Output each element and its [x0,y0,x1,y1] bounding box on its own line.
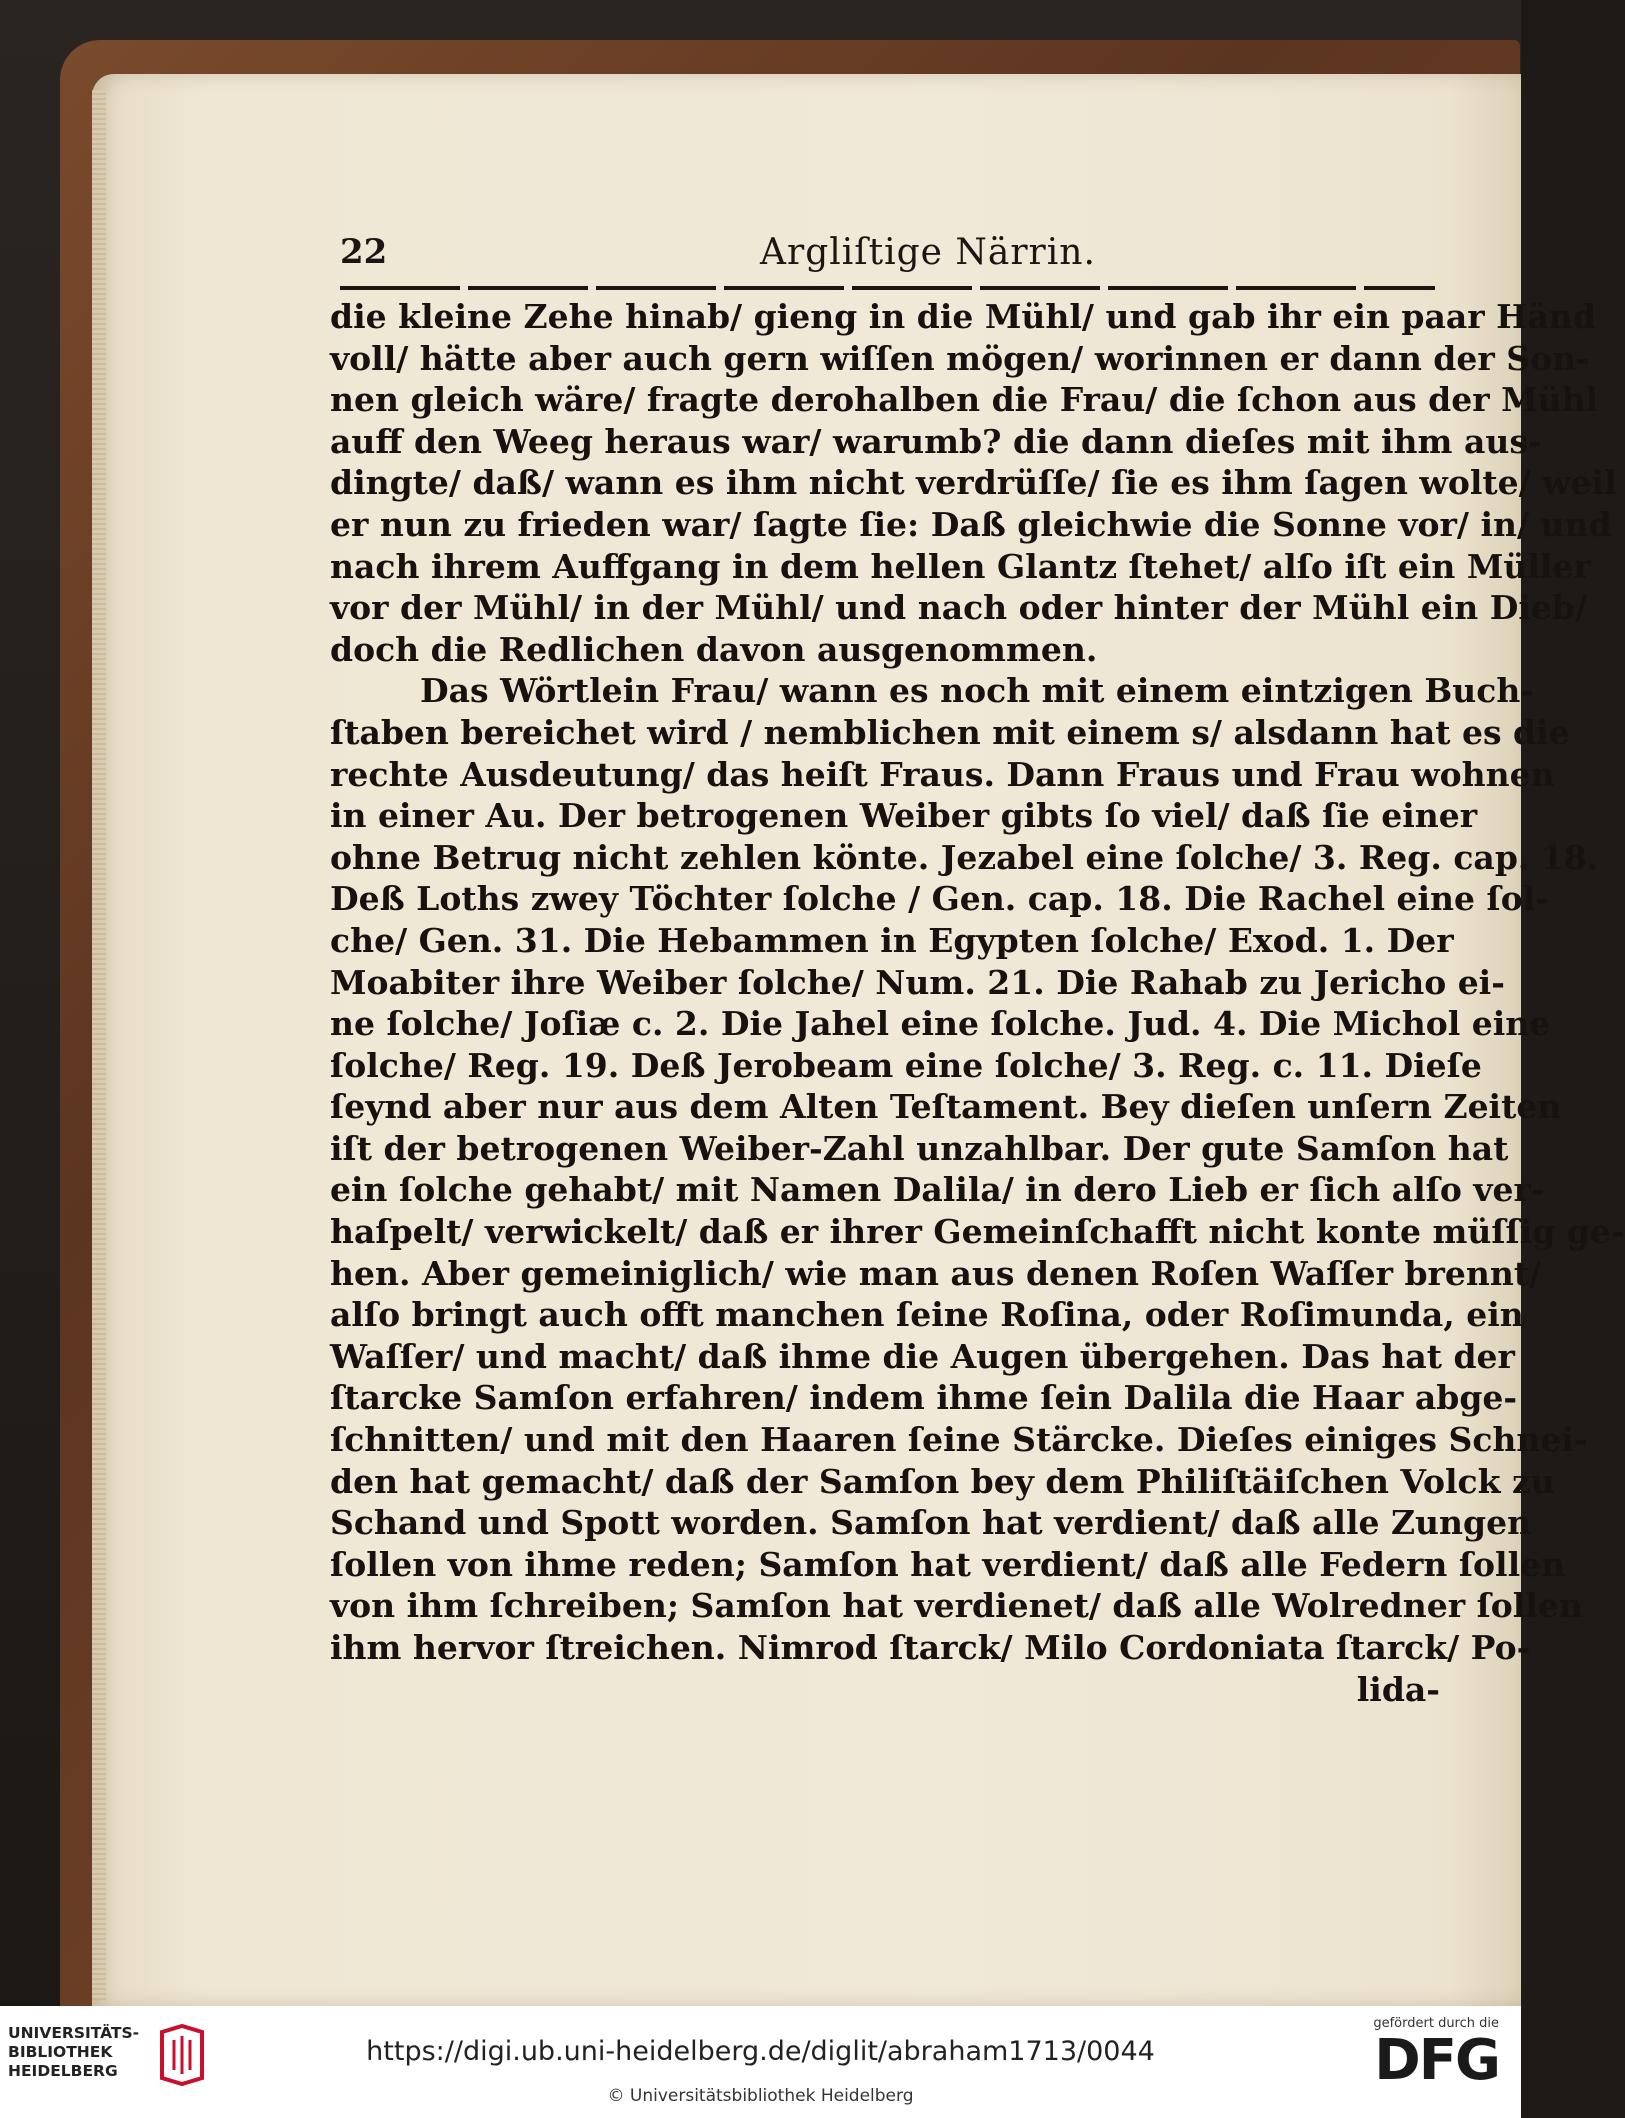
permalink-url[interactable]: https://digi.ub.uni-heidelberg.de/diglit/abraham1713/0044 [366,2036,1155,2067]
text-line: Schand und Spott worden. Samſon hat verdient/ daß alle Zungen [330,1503,1532,1543]
text-line: ſtaben bereichet wird / nemblichen mit einem s/ alsdann hat es die [330,712,1570,752]
text-line: iſt der betrogenen Weiber-Zahl unzahlbar. Der gute Samſon hat [330,1128,1509,1168]
text-line: vor der Mühl/ in der Mühl/ und nach oder hinter der Mühl ein Dieb/ [330,588,1588,628]
text-line: ſeynd aber nur aus dem Alten Teſtament. Bey dieſen unſern Zeiten [330,1087,1562,1127]
text-line: ſtarcke Samſon erfahren/ indem ihme ſein Dalila die Haar abge- [330,1378,1518,1418]
text-line: die kleine Zehe hinab/ gieng in die Mühl/ und gab ihr ein paar Händ [330,297,1596,336]
text-line: ohne Betrug nicht zehlen könte. Jezabel eine ſolche/ 3. Reg. cap. 18. [330,837,1599,877]
text-line: haſpelt/ verwickelt/ daß er ihrer Gemeinſchafft nicht konte müſſig ge- [330,1212,1625,1252]
catchword: lida- [1356,1669,1440,1709]
text-line: nach ihrem Auffgang in dem hellen Glantz ſtehet/ alſo iſt ein Müller [330,546,1591,586]
copyright-notice: © Universitätsbibliothek Heidelberg [607,2086,914,2106]
text-line: dingte/ daß/ wann es ihm nicht verdrüſſe/ ſie es ihm ſagen wolte/ weil [330,463,1617,503]
page-number: 22 [340,232,388,272]
text-line: ne ſolche/ Joſiæ c. 2. Die Jahel eine ſolche. Jud. 4. Die Michol eine [330,1004,1551,1044]
text-line: doch die Redlichen davon ausgenommen. [330,629,1098,669]
viewer-footer [0,2006,1521,2118]
text-line: ein ſolche gehabt/ mit Namen Dalila/ in dero Lieb er ſich alſo ver- [330,1170,1545,1210]
text-line: rechte Ausdeutung/ das heiſt Fraus. Dann Fraus und Frau wohnen [330,754,1555,794]
text-line: Das Wörtlein Frau/ wann es noch mit einem eintzigen Buch- [420,671,1535,711]
body-text [330,296,1625,1710]
text-line: Moabiter ihre Weiber ſolche/ Num. 21. Die Rahab zu Jericho ei- [330,962,1505,1002]
text-line: in einer Au. Der betrogenen Weiber gibts ſo viel/ daß ſie einer [330,796,1478,836]
header-rule [340,286,1435,290]
page-header [340,232,1435,278]
text-line: ihm hervor ſtreichen. Nimrod ſtarck/ Milo Cordoniata ſtarck/ Po- [330,1628,1531,1667]
text-line: Waſſer/ und macht/ daß ihme die Augen übergehen. Das hat der [330,1336,1515,1376]
text-line: von ihm ſchreiben; Samſon hat verdienet/ daß alle Wolredner ſollen [330,1586,1583,1626]
dfg-logo[interactable] [1339,2016,1499,2112]
text-line: alſo bringt auch offt manchen ſeine Roſina, oder Roſimunda, ein [330,1295,1524,1335]
page-edge [92,90,106,2000]
text-line: nen gleich wäre/ fragte derohalben die Frau/ die ſchon aus der Mühl [330,380,1599,420]
funding-note: gefördert durch die [1373,2016,1499,2031]
running-head: Argliſtige Närrin. [760,232,1096,273]
text-line: er nun zu frieden war/ ſagte ſie: Daß gleichwie die Sonne vor/ in/ und [330,504,1612,544]
text-line: voll/ hätte aber auch gern wiſſen mögen/ worinnen er dann der Son- [330,338,1590,378]
library-name: UNIVERSITÄTS- BIBLIOTHEK HEIDELBERG [8,2024,140,2080]
text-line: ſollen von ihme reden; Samſon hat verdient/ daß alle Federn ſollen [330,1544,1566,1584]
text-line: che/ Gen. 31. Die Hebammen in Egypten ſolche/ Exod. 1. Der [330,920,1454,960]
text-line: ſchnitten/ und mit den Haaren ſeine Stärcke. Dieſes einiges Schnei- [330,1420,1588,1460]
text-line: auff den Weeg heraus war/ warumb? die dann dieſes mit ihm aus- [330,421,1542,461]
text-line: ſolche/ Reg. 19. Deß Jerobeam eine ſolche/ 3. Reg. c. 11. Dieſe [330,1045,1482,1085]
dfg-wordmark: DFG [1374,2028,1499,2093]
text-line: Deß Loths zwey Töchter ſolche / Gen. cap. 18. Die Rachel eine ſol- [330,879,1549,919]
text-line: den hat gemacht/ daß der Samſon bey dem Philiſtäiſchen Volck zu [330,1461,1555,1501]
text-line: hen. Aber gemeiniglich/ wie man aus denen Roſen Waſſer brennt/ [330,1253,1542,1293]
